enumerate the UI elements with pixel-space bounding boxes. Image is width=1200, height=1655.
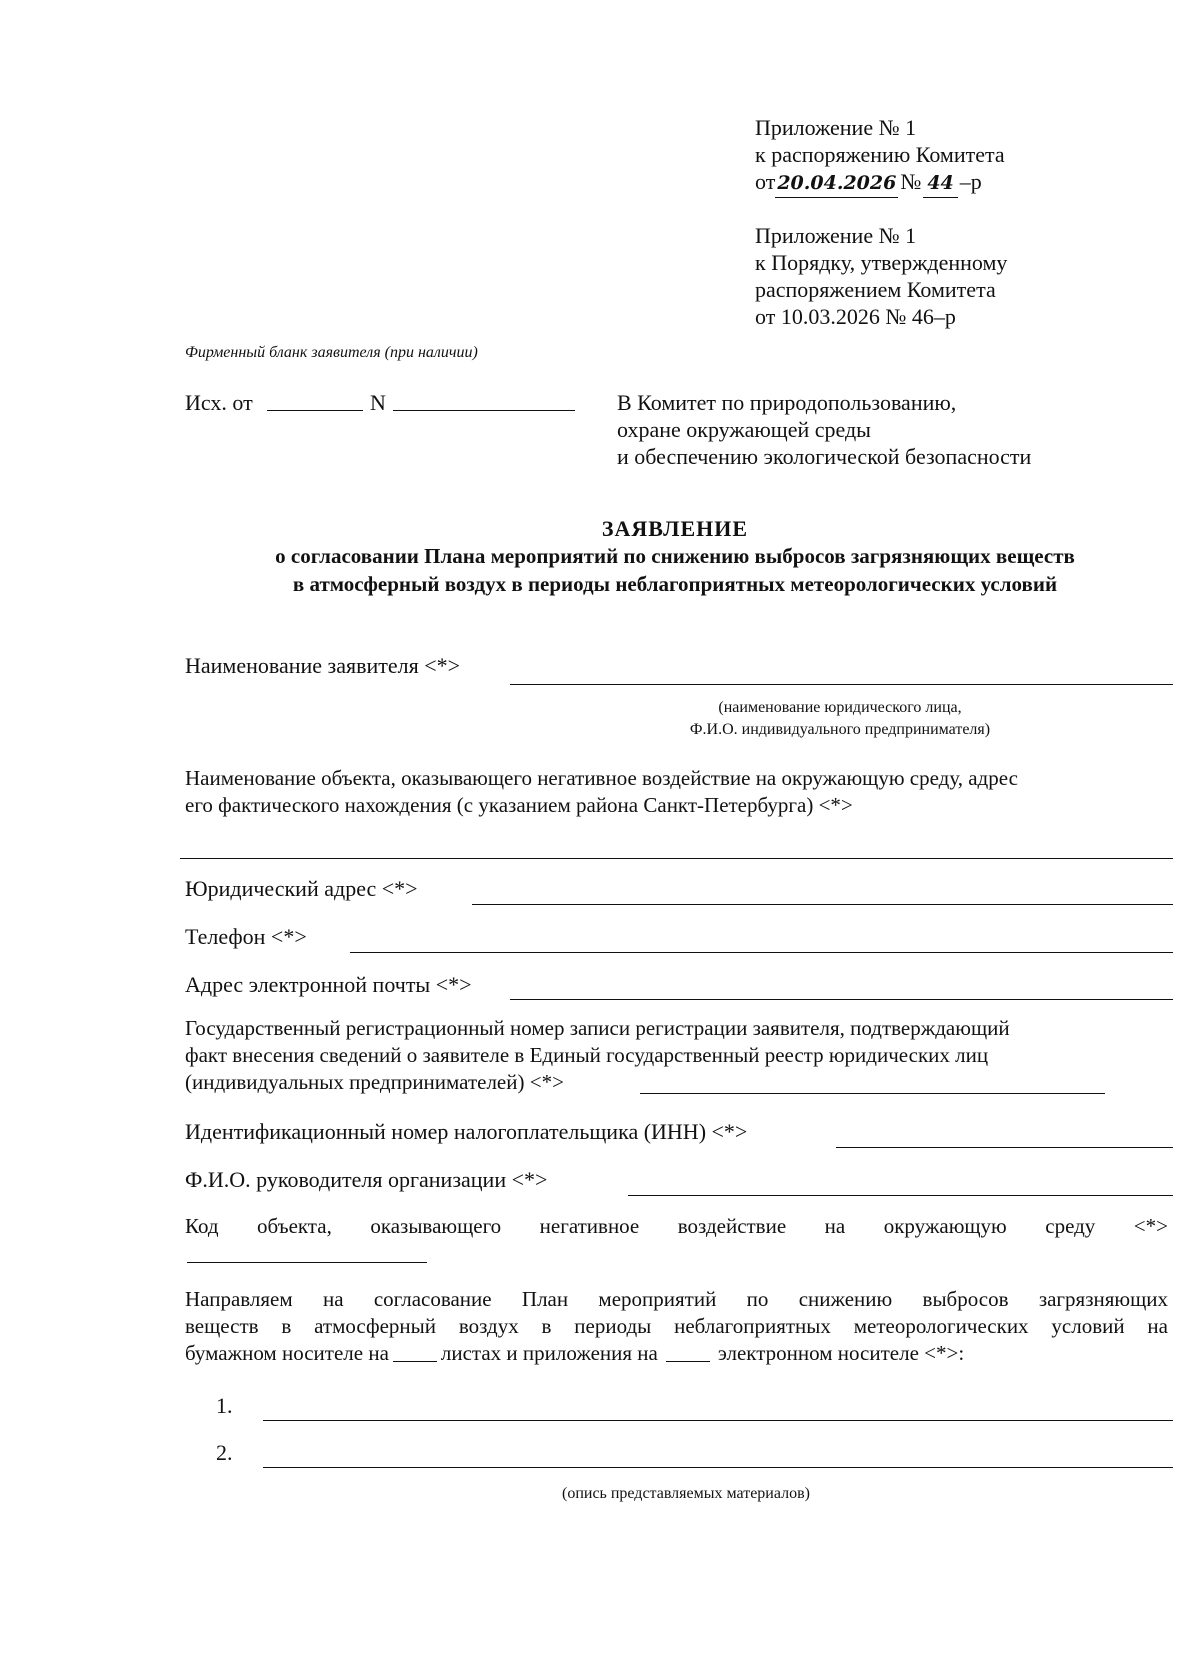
number-suffix: –р: [959, 169, 982, 194]
outgoing-number-field[interactable]: [393, 410, 575, 411]
object-name-label-line-2: его фактического нахождения (с указанием района Санкт-Петербурга) <*>: [185, 793, 853, 817]
appendix-2-line-2: к Порядку, утвержденному: [755, 250, 1008, 275]
submission-attachments-text: листах и приложения на: [440, 1341, 658, 1365]
legal-address-label: Юридический адрес <*>: [185, 876, 418, 901]
ogrn-label-line-2: факт внесения сведений о заявителе в Единый государственный реестр юридических лиц: [185, 1043, 989, 1067]
director-label: Ф.И.О. руководителя организации <*>: [185, 1167, 548, 1192]
inn-label: Идентификационный номер налогоплательщика (ИНН) <*>: [185, 1119, 748, 1144]
sheets-count-field[interactable]: [393, 1361, 437, 1362]
from-prefix: от: [755, 169, 776, 194]
number-prefix: №: [900, 169, 922, 194]
ogrn-label-line-1: Государственный регистрационный номер записи регистрации заявителя, подтверждающий: [185, 1016, 1010, 1040]
addressee-line-2: охране окружающей среды: [617, 417, 871, 442]
email-field[interactable]: [510, 999, 1173, 1000]
list-caption: (опись представляемых материалов): [562, 1485, 810, 1502]
phone-label: Телефон <*>: [185, 924, 307, 949]
email-label: Адрес электронной почты <*>: [185, 972, 472, 997]
outgoing-from-label: Исх. от: [185, 390, 253, 415]
document-subtitle-line-2: в атмосферный воздух в периоды неблагоприятных метеорологических условий: [292, 572, 1058, 596]
addressee-line-1: В Комитет по природопользованию,: [617, 390, 957, 415]
ogrn-field[interactable]: [640, 1093, 1105, 1094]
document-subtitle-line-1: о согласовании Плана мероприятий по снижению выбросов загрязняющих веществ: [275, 544, 1075, 568]
electronic-count-field[interactable]: [666, 1361, 710, 1362]
list-item-1-number: 1.: [216, 1393, 233, 1418]
outgoing-date-field[interactable]: [267, 410, 363, 411]
letterhead-note: Фирменный бланк заявителя (при наличии): [185, 344, 478, 361]
inn-field[interactable]: [836, 1147, 1173, 1148]
submission-line-1: Направляем на согласование План мероприятий по снижению выбросов загрязняющих: [185, 1287, 1168, 1311]
appendix-1-line-3: [755, 168, 982, 198]
outgoing-number-label: N: [370, 390, 386, 415]
submission-paper-text: бумажном носителе на: [185, 1341, 389, 1365]
object-name-field[interactable]: [180, 858, 1173, 859]
document-title: ЗАЯВЛЕНИЕ: [601, 516, 749, 541]
applicant-name-hint-2: Ф.И.О. индивидуального предпринимателя): [689, 721, 991, 738]
legal-address-field[interactable]: [472, 904, 1173, 905]
applicant-name-field[interactable]: [510, 684, 1173, 685]
phone-field[interactable]: [350, 952, 1173, 953]
applicant-name-hint-1: (наименование юридического лица,: [718, 699, 962, 716]
list-item-2-number: 2.: [216, 1440, 233, 1465]
appendix-1-line-2: к распоряжению Комитета: [755, 142, 1005, 167]
list-item-1-field[interactable]: [263, 1420, 1173, 1421]
appendix-1-line-1: Приложение № 1: [755, 115, 917, 140]
object-name-label-line-1: Наименование объекта, оказывающего негативное воздействие на окружающую среду, адрес: [185, 766, 1018, 790]
applicant-name-label: Наименование заявителя <*>: [185, 653, 461, 678]
ogrn-label-line-3: (индивидуальных предпринимателей) <*>: [185, 1070, 564, 1094]
submission-line-3: [185, 1340, 964, 1367]
list-item-2-field[interactable]: [263, 1467, 1173, 1468]
appendix-2-line-1: Приложение № 1: [755, 223, 917, 248]
director-field[interactable]: [628, 1195, 1173, 1196]
appendix-2-line-4: от 10.03.2026 № 46–р: [755, 304, 956, 329]
submission-line-2: веществ в атмосферный воздух в периоды неблагоприятных метеорологических условий на: [185, 1314, 1168, 1338]
handwritten-date: 20.04.2026: [775, 170, 898, 198]
appendix-2-line-3: распоряжением Комитета: [755, 277, 996, 302]
addressee-line-3: и обеспечению экологической безопасности: [617, 444, 1032, 469]
object-code-label: Код объекта, оказывающего негативное воздействие на окружающую среду <*>: [185, 1214, 1168, 1238]
handwritten-number: 44: [923, 170, 957, 198]
submission-electronic-text: электронном носителе <*>:: [717, 1341, 965, 1365]
object-code-field[interactable]: [187, 1262, 427, 1263]
